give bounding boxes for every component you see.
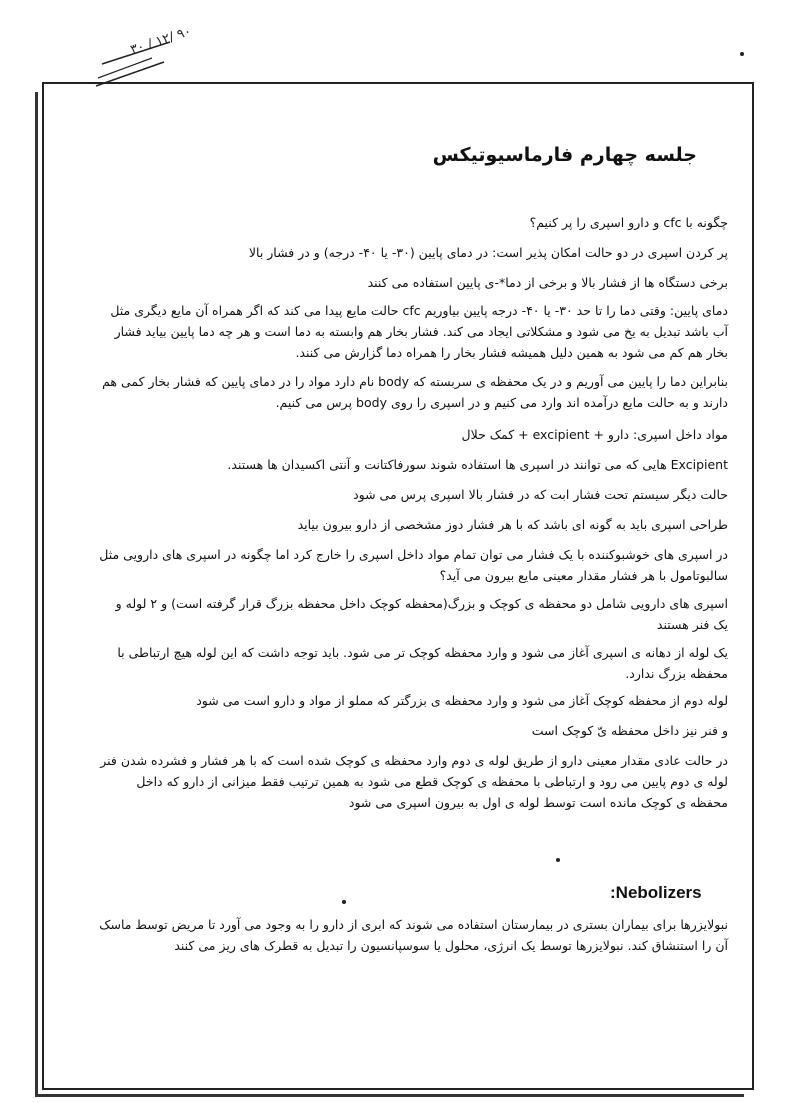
handwritten-annotation bbox=[92, 24, 194, 94]
speck-dot bbox=[342, 900, 346, 904]
speck-dot bbox=[556, 858, 560, 862]
section-heading: :Nebolizers bbox=[610, 883, 702, 902]
paragraph: بنابراین دما را پایین می آوریم و در یک محفظه ی سربسته که body نام دارد مواد را در دمای پایین که فشار بخار کمی هم دارند و به حالت مایع درآمده اند وارد می کنیم و در اسپری را روی body پرس می کنیم. bbox=[102, 374, 728, 410]
annotation-date-top: ۳۰ / ۱۲/ ۹۰ bbox=[128, 24, 194, 58]
paragraph: حالت دیگر سیستم تحت فشار ابت که در فشار بالا اسپری پرس می شود bbox=[353, 487, 728, 502]
section-paragraph: نبولایزرها برای بیماران بستری در بیمارستان استفاده می شوند که ابری از دارو را به وجود می آورد تا مریض توسط ماسک آن را استنشاق کند. نبولایزرها توسط یک انرژی، محلول یا سوسپانسیون را تبدیل به قطرک های ریز می کنند bbox=[99, 917, 728, 953]
paragraph: مواد داخل اسپری: دارو + excipient + کمک حلال bbox=[461, 427, 728, 442]
paragraph: طراحی اسپری باید به گونه ای باشد که با هر فشار دوز مشخصی از دارو بیرون بیاید bbox=[297, 517, 728, 532]
paragraph: لوله دوم از محفظه کوچک آغاز می شود و وارد محفظه ی بزرگتر که مملو از مواد و دارو است می شود bbox=[196, 693, 728, 708]
paragraph: برخی دستگاه ها از فشار بالا و برخی از دما*-ی پایین استفاده می کنند bbox=[367, 275, 728, 290]
paragraph: دمای پایین: وقتی دما را تا حد ۳۰- یا ۴۰- درجه پایین بیاوریم cfc حالت مایع پیدا می کند که اگر همراه آن مایع دیگری مثل آب باشد تبدیل به یخ می شود و مشکلاتی ایجاد می کند. فشار بخار هم وابسته به دما است و هر چه دما پایین بیاید فشار بخار هم کم می شود به همین دلیل همیشه فشار بخار را همراه دما گزارش می کنند. bbox=[110, 303, 728, 360]
paragraph: یک لوله از دهانه ی اسپری آغاز می شود و وارد محفظه کوچک تر می شود. باید توجه داشت که این لوله هیچ ارتباطی با محفظه بزرگ ندارد. bbox=[117, 645, 728, 681]
paragraph: اسپری های دارویی شامل دو محفظه ی کوچک و بزرگ(محفظه کوچک داخل محفظه بزرگ قرار گرفته است) و ۲ لوله و یک فنر هستند bbox=[115, 596, 728, 632]
paragraph: در اسپری های خوشبوکننده با یک فشار می توان تمام مواد داخل اسپری را خارج کرد اما چگونه در اسپری های دارویی مثل سالبوتامول با هر فشار مقدار معینی مایع بیرون می آید؟ bbox=[99, 547, 728, 583]
paragraph: Excipient هایی که می توانند در اسپری ها استفاده شوند سورفاکتانت و آنتی اکسیدان ها هستند. bbox=[227, 457, 728, 472]
paragraph: در حالت عادی مقدار معینی دارو از طریق لوله ی دوم وارد محفظه ی کوچک شده است که با هر فشار و فشرده شدن فنر لوله ی دوم پایین می رود و ارتباطی با محفظه ی کوچک قطع می شود به همین ترتیب فقط میزانی از دارو که داخل محفظه ی کوچک مانده است توسط لوله ی اول به بیرون اسپری می شود bbox=[100, 753, 728, 810]
paragraph: چگونه با cfc و دارو اسپری را پر کنیم؟ bbox=[529, 215, 728, 230]
paragraph: پر کردن اسپری در دو حالت امکان پذیر است: در دمای پایین (۳۰- یا ۴۰- درجه) و در فشار بالا bbox=[248, 245, 728, 260]
page-title: جلسه چهارم فارماسیوتیکس bbox=[432, 144, 697, 166]
paragraph: و فنر نیز داخل محفظه یّ کوچک است bbox=[531, 723, 728, 738]
speck-dot bbox=[740, 52, 744, 56]
